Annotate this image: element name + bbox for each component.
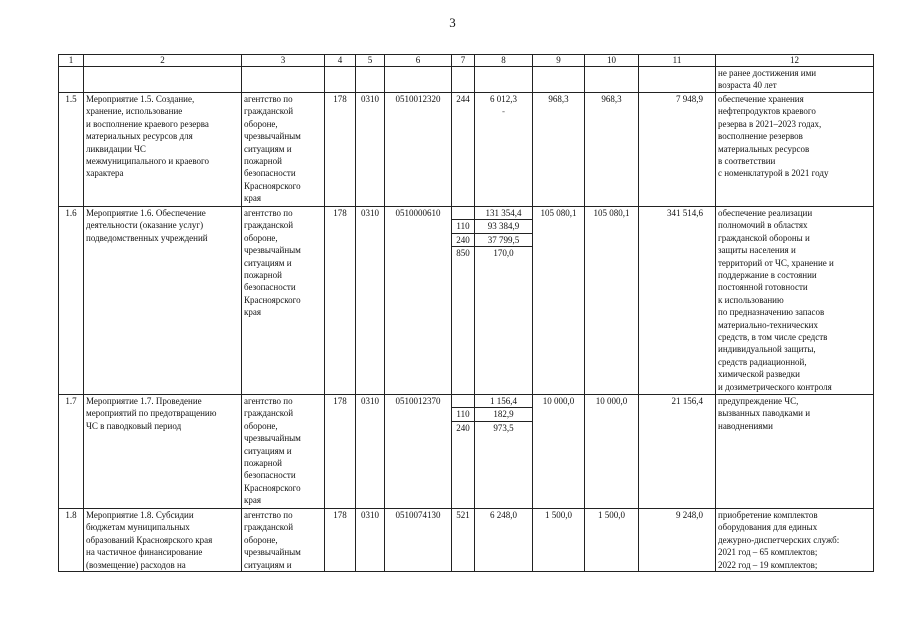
header-cell: 3 — [242, 55, 325, 67]
csr-code: 0510000610 — [385, 207, 452, 395]
continuation-result: не ранее достижения ими возраста 40 лет — [716, 67, 874, 93]
rzpr-code: 0310 — [356, 207, 385, 395]
activity-name: Мероприятие 1.5. Создание, хранение, использование и восполнение краевого резерва материальных ресурсов для ликвидации ЧС межмуниципального и краевого характера — [84, 93, 242, 207]
amount-2023: 10 000,0 — [585, 395, 639, 509]
amount-2023: 968,3 — [585, 93, 639, 207]
page-number: 3 — [449, 15, 456, 30]
executor-agency: агентство по гражданской обороне, чрезвычайным ситуациям и пожарной безопасности Красноярского края — [242, 93, 325, 207]
row-number: 1.5 — [59, 93, 84, 207]
activity-name: Мероприятие 1.8. Субсидии бюджетам муниципальных образований Красноярского края на частичное финансирование (возмещение) расходов на — [84, 509, 242, 572]
amount-total: 9 248,0 — [639, 509, 716, 572]
table-row — [59, 395, 874, 509]
header-cell: 11 — [639, 55, 716, 67]
amount-2022: 105 080,1 — [533, 207, 585, 395]
grbs-code: 178 — [325, 395, 356, 509]
amount-2023: 1 500,0 — [585, 509, 639, 572]
grbs-code: 178 — [325, 93, 356, 207]
grbs-code: 178 — [325, 207, 356, 395]
executor-agency: агентство по гражданской обороне, чрезвычайным ситуациям и пожарной безопасности Красноярского края — [242, 207, 325, 395]
rzpr-code: 0310 — [356, 509, 385, 572]
activity-name: Мероприятие 1.7. Проведение мероприятий по предотвращению ЧС в паводковый период — [84, 395, 242, 509]
activity-name: Мероприятие 1.6. Обеспечение деятельности (оказание услуг) подведомственных учреждений — [84, 207, 242, 395]
executor-agency: агентство по гражданской обороне, чрезвычайным ситуациям и пожарной безопасности Красноярского края — [242, 395, 325, 509]
table-row — [59, 509, 874, 572]
row-number: 1.6 — [59, 207, 84, 395]
header-cell: 5 — [356, 55, 385, 67]
amount-total: 21 156,4 — [639, 395, 716, 509]
amount-2022: 10 000,0 — [533, 395, 585, 509]
header-cell: 7 — [452, 55, 475, 67]
grbs-code: 178 — [325, 509, 356, 572]
amount-2021: 1 156,4 182,9 973,5 — [475, 395, 533, 509]
amount-2021: 6 248,0 — [475, 509, 533, 572]
header-cell: 12 — [716, 55, 874, 67]
amount-2021: 6 012,3 - — [475, 93, 533, 207]
row-number: 1.8 — [59, 509, 84, 572]
expected-result: приобретение комплектов оборудования для единых дежурно-диспетчерских служб: 2021 год – 65 комплектов; 2022 год – 19 комплектов; — [716, 509, 874, 572]
table-row — [59, 93, 874, 207]
header-cell: 8 — [475, 55, 533, 67]
header-cell: 6 — [385, 55, 452, 67]
executor-agency: агентство по гражданской обороне, чрезвычайным ситуациям и — [242, 509, 325, 572]
header-cell: 9 — [533, 55, 585, 67]
vr-code: 521 — [452, 509, 475, 572]
header-row — [59, 55, 874, 67]
amount-2022: 1 500,0 — [533, 509, 585, 572]
table-row — [59, 207, 874, 395]
vr-code: 110 240 — [452, 395, 475, 509]
csr-code: 0510074130 — [385, 509, 452, 572]
vr-code: 244 — [452, 93, 475, 207]
vr-code: 110 240 850 — [452, 207, 475, 395]
measures-table — [58, 54, 874, 572]
expected-result: обеспечение хранения нефтепродуктов краевого резерва в 2021–2023 годах, восполнение резервов материальных ресурсов в соответствии с номенклатурой в 2021 году — [716, 93, 874, 207]
csr-code: 0510012370 — [385, 395, 452, 509]
amount-2022: 968,3 — [533, 93, 585, 207]
amount-2021: 131 354,4 93 384,9 37 799,5 170,0 — [475, 207, 533, 395]
expected-result: обеспечение реализации полномочий в областях гражданской обороны и защиты населения и территорий от ЧС, хранение и поддержание в состоянии постоянной готовности к использованию по предназначению запасов материально-технических средств, в том числе средств индивидуальной защиты, средств радиационной, химической разведки и дозиметрического контроля — [716, 207, 874, 395]
rzpr-code: 0310 — [356, 93, 385, 207]
header-cell: 10 — [585, 55, 639, 67]
amount-2023: 105 080,1 — [585, 207, 639, 395]
amount-total: 7 948,9 — [639, 93, 716, 207]
rzpr-code: 0310 — [356, 395, 385, 509]
header-cell: 1 — [59, 55, 84, 67]
csr-code: 0510012320 — [385, 93, 452, 207]
row-number: 1.7 — [59, 395, 84, 509]
amount-total: 341 514,6 — [639, 207, 716, 395]
header-cell: 2 — [84, 55, 242, 67]
header-cell: 4 — [325, 55, 356, 67]
continuation-row — [59, 67, 874, 93]
expected-result: предупреждение ЧС, вызванных паводками и наводнениями — [716, 395, 874, 509]
